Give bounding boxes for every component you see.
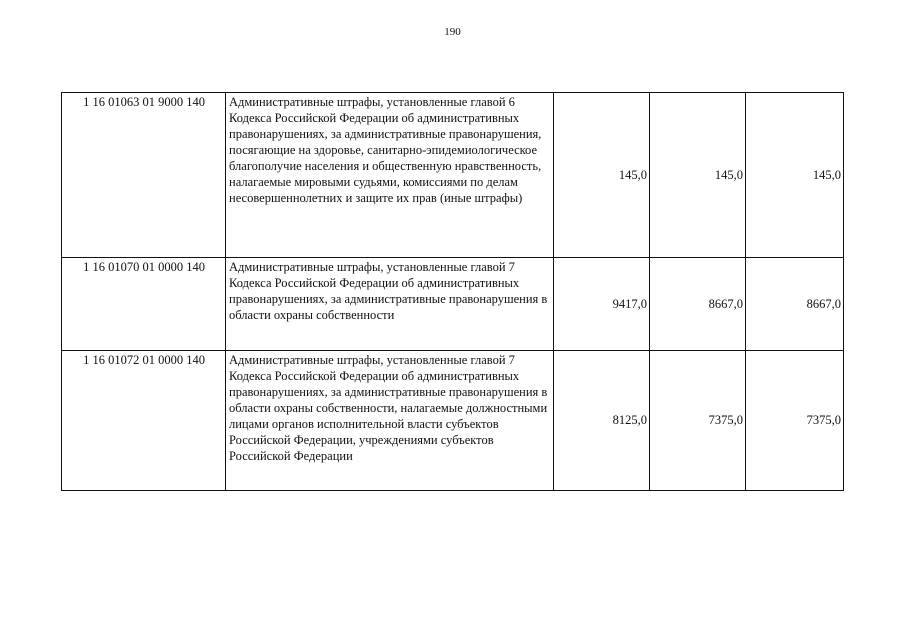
budget-code-cell: 1 16 01063 01 9000 140 [62,93,226,258]
revenue-table [61,92,844,491]
description-cell: Административные штрафы, установленные главой 6 Кодекса Российской Федерации об административных правонарушениях, за административные правонарушения, посягающие на здоровье, санитарно-эпидемиологическое благополучие населения и общественную нравственность, налагаемые мировыми судьями, комиссиями по делам несовершеннолетних и защите их прав (иные штрафы) [226,93,554,258]
value-cell-3: 145,0 [746,93,844,258]
table-row [62,93,844,258]
value-cell-2: 145,0 [650,93,746,258]
description-cell: Административные штрафы, установленные главой 7 Кодекса Российской Федерации об административных правонарушениях, за административные правонарушения в области охраны собственности, налагаемые должностными лицами органов исполнительной власти субъектов Российской Федерации, учреждениями субъектов Российской Федерации [226,351,554,491]
budget-code-cell: 1 16 01072 01 0000 140 [62,351,226,491]
budget-code-cell: 1 16 01070 01 0000 140 [62,258,226,351]
table-row [62,351,844,491]
value-cell-3: 7375,0 [746,351,844,491]
value-cell-1: 145,0 [554,93,650,258]
description-cell: Административные штрафы, установленные главой 7 Кодекса Российской Федерации об административных правонарушениях, за административные правонарушения в области охраны собственности [226,258,554,351]
value-cell-2: 7375,0 [650,351,746,491]
value-cell-1: 8125,0 [554,351,650,491]
value-cell-1: 9417,0 [554,258,650,351]
value-cell-2: 8667,0 [650,258,746,351]
page-number: 190 [444,26,461,38]
value-cell-3: 8667,0 [746,258,844,351]
table-row [62,258,844,351]
